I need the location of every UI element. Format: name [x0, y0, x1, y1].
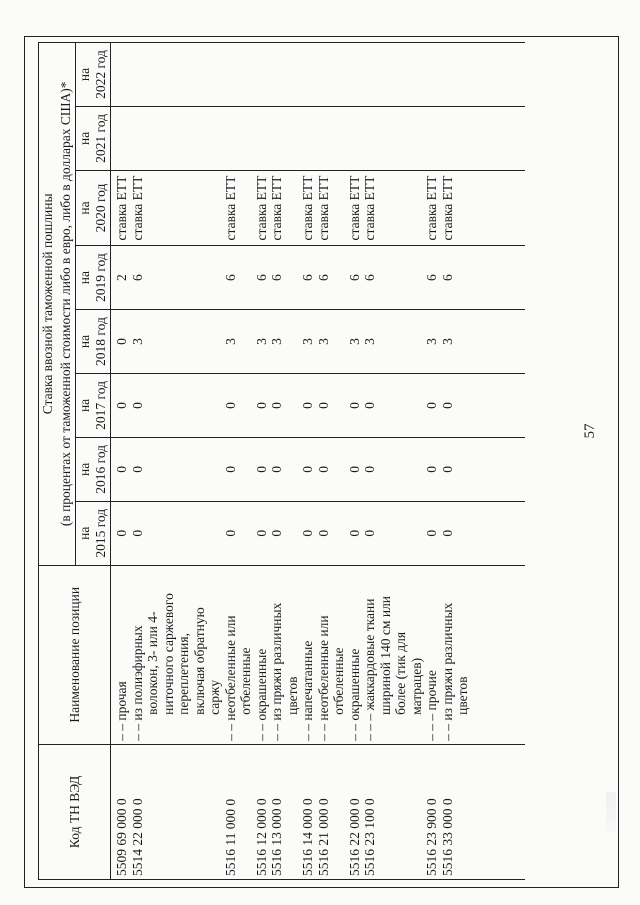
row-code: 5514 22 000 0: [129, 798, 145, 876]
row-spacer: [207, 748, 223, 876]
row-spacer: [378, 110, 394, 167]
row-spacer: [145, 313, 161, 370]
row-spacer: [145, 377, 161, 434]
row-rate: [130, 110, 146, 167]
rotated-page: [24, 36, 619, 888]
row-spacer: [393, 377, 409, 434]
row-spacer: [378, 441, 394, 498]
tariff-table: [38, 42, 525, 880]
row-spacer: [378, 505, 394, 562]
row-spacer: [378, 313, 394, 370]
header-year-7: [76, 43, 111, 107]
header-year-5: [76, 170, 111, 245]
header-name: Наименование позиции: [39, 565, 111, 744]
header-year-na: на: [77, 462, 92, 476]
row-code: 5516 23 100 0: [362, 798, 377, 876]
row-spacer: [238, 748, 254, 876]
row-name-line: матрацев): [408, 657, 424, 715]
row-rate: [424, 110, 440, 167]
rate-column-2016: [111, 437, 526, 501]
row-rate: 3: [439, 338, 455, 345]
row-spacer: [176, 748, 192, 876]
row-spacer: [238, 505, 254, 562]
row-spacer: [176, 377, 192, 434]
row-rate: 0: [439, 529, 455, 537]
row-spacer: [207, 46, 223, 103]
header-year-label: 2015 год: [93, 508, 108, 558]
names-column: [111, 565, 526, 744]
row-spacer: [176, 441, 192, 498]
row-spacer: [176, 174, 192, 242]
row-spacer: [393, 313, 409, 370]
row-spacer: [285, 441, 301, 498]
row-rate: [114, 46, 130, 103]
row-spacer: [238, 110, 254, 167]
row-spacer: [145, 174, 161, 242]
row-rate: [347, 46, 363, 103]
row-spacer: [409, 313, 425, 370]
row-spacer: [331, 313, 347, 370]
row-rate: 0: [315, 402, 331, 409]
row-spacer: [145, 441, 161, 498]
row-spacer: [207, 377, 223, 434]
header-year-label: 2022 год: [93, 50, 108, 99]
row-spacer: [145, 505, 161, 562]
row-spacer: [207, 313, 223, 370]
row-rate: 0: [424, 402, 439, 409]
row-spacer: [145, 110, 161, 167]
rate-column-2022: [111, 43, 526, 107]
row-spacer: [455, 46, 471, 103]
row-rate: 6: [315, 274, 331, 281]
row-code: 5516 11 000 0: [222, 798, 238, 876]
row-spacer: [393, 174, 409, 242]
row-rate: 3: [300, 338, 315, 345]
row-rate: 0: [439, 465, 455, 473]
row-spacer: [285, 46, 301, 103]
row-spacer: [192, 110, 208, 167]
row-rate: 3: [362, 338, 377, 345]
row-name-line: – – – прочие: [424, 670, 439, 741]
row-rate: 6: [269, 274, 284, 281]
rate-column-2017: [111, 373, 526, 437]
row-spacer: [285, 313, 301, 370]
row-code: 5516 23 900 0: [424, 798, 439, 876]
row-rate: 3: [315, 338, 331, 345]
row-spacer: [145, 748, 161, 876]
header-year-6: [76, 106, 111, 170]
codes-column: [111, 744, 526, 879]
row-rate: [424, 46, 440, 103]
rate-title-line1: Ставка ввозной таможенной пошлины: [40, 193, 55, 415]
header-year-na: на: [77, 526, 92, 540]
row-rate: 0: [222, 529, 238, 537]
row-rate: ставка ЕТТ: [346, 175, 362, 241]
row-spacer: [378, 748, 394, 876]
row-rate: [440, 110, 456, 167]
row-rate: 6: [300, 274, 315, 281]
row-rate: ставка ЕТТ: [424, 175, 439, 241]
row-spacer: [393, 505, 409, 562]
row-rate: 3: [222, 338, 238, 345]
row-name-line: – – – жаккардовые ткани: [362, 598, 377, 741]
header-year-label: 2021 год: [93, 114, 108, 163]
row-spacer: [285, 110, 301, 167]
row-rate: 0: [300, 402, 315, 409]
row-rate: 0: [253, 402, 269, 409]
row-spacer: [331, 46, 347, 103]
tariff-table-wrap: [38, 42, 598, 880]
row-rate: 0: [253, 465, 269, 473]
row-spacer: [161, 748, 177, 876]
row-name-line: отбеленные: [331, 647, 346, 715]
row-rate: [362, 46, 378, 103]
header-year-na: на: [77, 67, 92, 82]
header-year-label: 2020 год: [93, 183, 108, 233]
row-spacer: [161, 110, 177, 167]
row-rate: 0: [346, 465, 362, 473]
row-spacer: [409, 748, 425, 876]
row-rate: ставка ЕТТ: [362, 175, 377, 241]
row-spacer: [409, 249, 425, 306]
header-year-2: [76, 373, 111, 437]
row-code: 5509 69 000 0: [114, 798, 129, 876]
page-number: 57: [582, 423, 598, 439]
row-spacer: [409, 505, 425, 562]
row-spacer: [176, 313, 192, 370]
row-code: 5516 12 000 0: [253, 798, 269, 876]
row-name-line: – – окрашенные: [346, 648, 362, 741]
row-spacer: [161, 174, 177, 242]
row-spacer: [409, 377, 425, 434]
row-spacer: [207, 441, 223, 498]
row-rate: 0: [129, 402, 145, 409]
row-spacer: [331, 441, 347, 498]
row-spacer: [331, 748, 347, 876]
rate-column-2019: [111, 246, 526, 310]
row-rate: 0: [129, 465, 145, 473]
header-rate-subtitle: (в процентах от таможенной стоимости либо в евро, либо в долларах США)*: [57, 43, 76, 566]
row-rate: [269, 46, 285, 103]
row-rate: 0: [439, 402, 455, 409]
row-spacer: [455, 505, 471, 562]
row-spacer: [192, 441, 208, 498]
row-spacer: [409, 441, 425, 498]
row-rate: ставка ЕТТ: [439, 175, 455, 241]
row-spacer: [238, 313, 254, 370]
row-rate: ставка ЕТТ: [269, 175, 284, 241]
row-code: 5516 21 000 0: [315, 798, 331, 876]
row-rate: [223, 46, 239, 103]
row-name-line: включая обратную: [191, 607, 207, 715]
row-spacer: [238, 46, 254, 103]
row-code: 5516 13 000 0: [269, 798, 284, 876]
row-rate: 6: [129, 274, 145, 281]
row-spacer: [176, 505, 192, 562]
row-spacer: [207, 249, 223, 306]
row-rate: 3: [269, 338, 284, 345]
row-spacer: [409, 174, 425, 242]
row-rate: 0: [114, 402, 129, 409]
row-spacer: [285, 377, 301, 434]
row-rate: 3: [346, 338, 362, 345]
row-name-line: – – из пряжи различных: [439, 602, 455, 741]
row-rate: ставка ЕТТ: [300, 175, 315, 241]
row-rate: 6: [439, 274, 455, 281]
row-spacer: [176, 46, 192, 103]
row-spacer: [331, 110, 347, 167]
row-rate: 6: [346, 274, 362, 281]
row-name-line: – – прочая: [114, 681, 129, 741]
row-spacer: [161, 377, 177, 434]
header-year-na: на: [77, 398, 92, 413]
row-spacer: [455, 377, 471, 434]
header-code: Код ТН ВЭД: [39, 744, 111, 879]
row-rate: 0: [315, 465, 331, 473]
row-rate: [300, 110, 316, 167]
row-spacer: [331, 505, 347, 562]
row-spacer: [393, 441, 409, 498]
header-rate-title: [39, 43, 58, 566]
rate-column-2018: [111, 310, 526, 374]
row-spacer: [393, 46, 409, 103]
row-spacer: [409, 46, 425, 103]
row-name-line: цветов: [284, 676, 300, 715]
row-spacer: [331, 174, 347, 242]
row-spacer: [176, 110, 192, 167]
header-year-4: [76, 246, 111, 310]
row-spacer: [192, 249, 208, 306]
row-spacer: [455, 441, 471, 498]
row-spacer: [238, 377, 254, 434]
row-spacer: [285, 505, 301, 562]
row-name-line: цветов: [455, 676, 470, 715]
row-spacer: [192, 748, 208, 876]
row-spacer: [161, 441, 177, 498]
row-spacer: [161, 313, 177, 370]
row-spacer: [393, 110, 409, 167]
row-rate: 6: [253, 274, 269, 281]
row-rate: 0: [114, 529, 129, 537]
row-rate: 0: [300, 465, 315, 473]
row-rate: 0: [129, 529, 145, 537]
row-rate: [316, 46, 332, 103]
row-rate: ставка ЕТТ: [253, 175, 269, 241]
row-rate: ставка ЕТТ: [222, 175, 238, 241]
row-code: 5516 14 000 0: [300, 798, 315, 876]
row-name-line: – – неотбеленные или: [315, 615, 331, 741]
row-rate: 0: [362, 402, 377, 409]
row-spacer: [161, 505, 177, 562]
row-rate: [440, 46, 456, 103]
row-spacer: [455, 748, 471, 876]
row-spacer: [393, 748, 409, 876]
rate-column-2015: [111, 501, 526, 565]
row-rate: [254, 46, 270, 103]
header-year-1: [76, 437, 111, 501]
row-spacer: [409, 110, 425, 167]
row-name-line: переплетения,: [176, 633, 191, 715]
row-rate: 3: [129, 338, 145, 345]
row-rate: [130, 46, 146, 103]
row-rate: [254, 110, 270, 167]
row-rate: [223, 110, 239, 167]
row-rate: 0: [362, 529, 377, 537]
row-spacer: [331, 377, 347, 434]
row-spacer: [161, 249, 177, 306]
header-year-label: 2017 год: [93, 381, 108, 430]
header-year-label: 2019 год: [93, 253, 108, 303]
row-name-line: более (тик для: [393, 631, 408, 715]
row-rate: 0: [269, 465, 284, 473]
rate-column-2020: [111, 170, 526, 245]
row-name-line: – – окрашенные: [253, 648, 269, 741]
row-rate: 0: [300, 529, 315, 537]
row-rate: [300, 46, 316, 103]
row-rate: 0: [114, 338, 129, 345]
row-rate: 0: [424, 529, 439, 537]
row-spacer: [192, 174, 208, 242]
row-code: 5516 22 000 0: [346, 798, 362, 876]
row-name-line: отбеленные: [238, 647, 253, 715]
row-spacer: [192, 505, 208, 562]
row-spacer: [455, 174, 471, 242]
row-name-line: саржу: [207, 679, 222, 715]
row-spacer: [207, 505, 223, 562]
row-rate: 0: [222, 402, 238, 409]
row-rate: ставка ЕТТ: [114, 175, 129, 241]
row-rate: 0: [114, 465, 129, 473]
row-name-line: – – неотбеленные или: [222, 615, 238, 741]
row-rate: 0: [253, 529, 269, 537]
row-name-line: волокон, 3- или 4-: [145, 611, 160, 715]
row-rate: 0: [269, 529, 284, 537]
rate-column-2021: [111, 106, 526, 170]
row-spacer: [378, 249, 394, 306]
row-spacer: [192, 313, 208, 370]
row-rate: 0: [222, 465, 238, 473]
row-spacer: [378, 174, 394, 242]
row-rate: 6: [362, 274, 377, 281]
row-spacer: [455, 313, 471, 370]
row-rate: 2: [114, 274, 129, 281]
row-rate: 6: [424, 274, 439, 281]
row-spacer: [455, 249, 471, 306]
row-rate: ставка ЕТТ: [315, 175, 331, 241]
row-spacer: [238, 441, 254, 498]
row-rate: [316, 110, 332, 167]
row-spacer: [238, 249, 254, 306]
row-rate: 0: [424, 465, 439, 473]
row-spacer: [455, 110, 471, 167]
header-year-na: на: [77, 271, 92, 285]
header-year-label: 2016 год: [93, 444, 108, 494]
header-year-na: на: [77, 334, 92, 349]
row-spacer: [378, 377, 394, 434]
header-year-3: [76, 310, 111, 374]
header-year-label: 2018 год: [93, 317, 108, 366]
row-rate: [347, 110, 363, 167]
row-rate: 0: [346, 529, 362, 537]
row-rate: 3: [253, 338, 269, 345]
row-spacer: [331, 249, 347, 306]
row-spacer: [161, 46, 177, 103]
row-spacer: [192, 46, 208, 103]
row-rate: 0: [362, 465, 377, 473]
header-year-na: на: [77, 201, 92, 215]
row-rate: [114, 110, 130, 167]
row-spacer: [145, 46, 161, 103]
row-spacer: [378, 46, 394, 103]
row-rate: ставка ЕТТ: [129, 175, 145, 241]
row-name-line: – – напечатанные: [300, 640, 315, 741]
row-rate: 0: [269, 402, 284, 409]
row-spacer: [285, 249, 301, 306]
header-year-0: [76, 501, 111, 565]
row-name-line: – – из пряжи различных: [269, 602, 284, 741]
row-rate: [269, 110, 285, 167]
row-spacer: [285, 174, 301, 242]
table-body-row: [111, 43, 526, 880]
row-code: 5516 33 000 0: [439, 798, 455, 876]
row-name-line: шириной 140 см или: [377, 595, 393, 715]
row-name-line: ниточного саржевого: [160, 593, 176, 715]
header-year-na: на: [77, 131, 92, 146]
row-spacer: [176, 249, 192, 306]
row-rate: 6: [222, 274, 238, 281]
row-spacer: [285, 748, 301, 876]
row-spacer: [207, 174, 223, 242]
row-spacer: [238, 174, 254, 242]
row-rate: 0: [346, 402, 362, 409]
row-name-line: – – из полиэфирных: [129, 625, 145, 741]
row-rate: [362, 110, 378, 167]
row-rate: 3: [424, 338, 439, 345]
row-spacer: [393, 249, 409, 306]
row-spacer: [145, 249, 161, 306]
row-rate: 0: [315, 529, 331, 537]
row-spacer: [192, 377, 208, 434]
row-spacer: [207, 110, 223, 167]
